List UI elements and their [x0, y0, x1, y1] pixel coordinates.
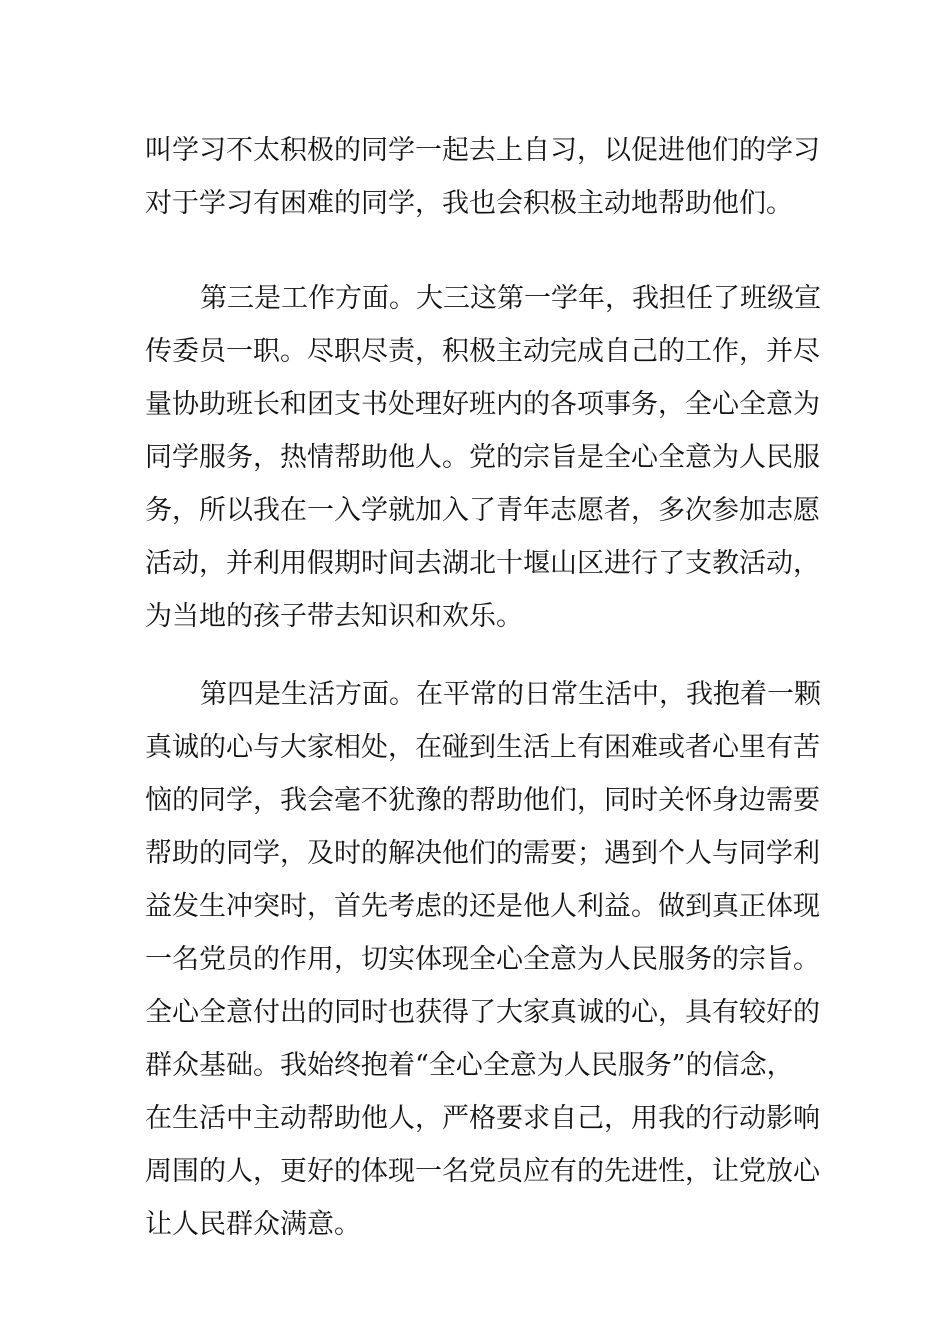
text-line: 第三是工作方面。大三这第一学年，我担任了班级宣 — [200, 283, 821, 314]
text-line: 务，所以我在一入学就加入了青年志愿者，多次参加志愿 — [145, 495, 820, 526]
paragraph-work — [145, 272, 821, 643]
text-line: 全心全意付出的同时也获得了大家真诚的心，具有较好的 — [145, 997, 820, 1028]
text-line: 恼的同学，我会毫不犹豫的帮助他们，同时关怀身边需要 — [145, 785, 820, 816]
text-line: 帮助的同学，及时的解决他们的需要；遇到个人与同学利 — [145, 838, 820, 869]
text-line: 量协助班长和团支书处理好班内的各项事务，全心全意为 — [145, 389, 820, 420]
text-line: 一名党员的作用，切实体现全心全意为人民服务的宗旨。 — [145, 944, 820, 975]
text-line: 真诚的心与大家相处，在碰到生活上有困难或者心里有苦 — [145, 732, 820, 763]
paragraph-study-continuation — [145, 124, 820, 230]
text-line: 群众基础。我始终抱着“全心全意为人民服务”的信念， — [145, 1050, 794, 1081]
text-line: 叫学习不太积极的同学一起去上自习，以促进他们的学习 — [145, 135, 820, 166]
text-line: 让人民群众满意。 — [145, 1209, 361, 1240]
text-line: 活动，并利用假期时间去湖北十堰山区进行了支教活动， — [145, 548, 820, 579]
paragraph-life — [145, 668, 821, 1251]
text-line: 在生活中主动帮助他人，严格要求自己，用我的行动影响 — [145, 1103, 820, 1134]
text-line: 为当地的孩子带去知识和欢乐。 — [145, 601, 523, 632]
text-line: 第四是生活方面。在平常的日常生活中，我抱着一颗 — [200, 679, 821, 710]
text-line: 传委员一职。尽职尽责，积极主动完成自己的工作，并尽 — [145, 336, 820, 367]
text-line: 益发生冲突时，首先考虑的还是他人利益。做到真正体现 — [145, 891, 820, 922]
text-line: 周围的人，更好的体现一名党员应有的先进性，让党放心 — [145, 1156, 820, 1187]
text-line: 对于学习有困难的同学，我也会积极主动地帮助他们。 — [145, 188, 793, 219]
text-line: 同学服务，热情帮助他人。党的宗旨是全心全意为人民服 — [145, 442, 820, 473]
